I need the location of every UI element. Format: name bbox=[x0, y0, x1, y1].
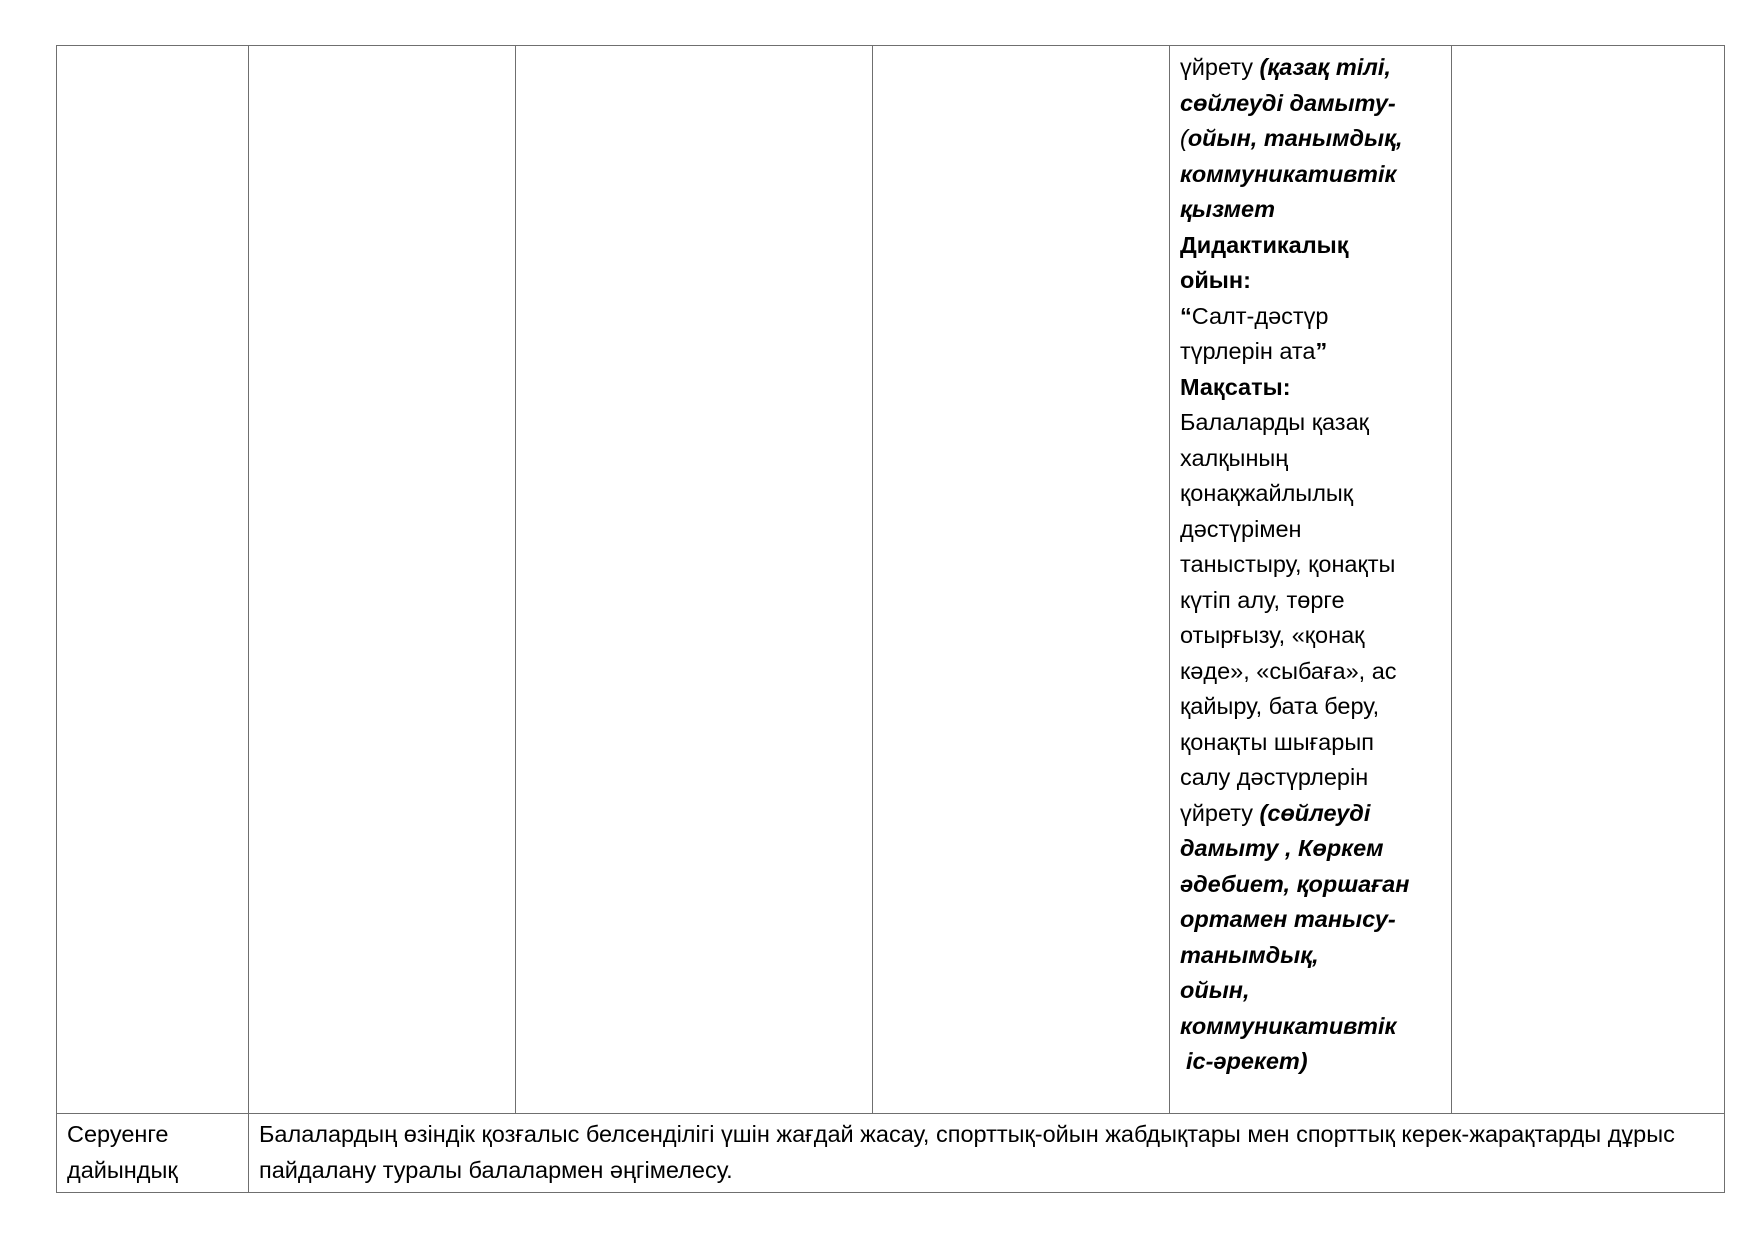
activity-line bbox=[1180, 157, 1441, 193]
schedule-table bbox=[56, 45, 1725, 1193]
activity-line bbox=[1180, 441, 1441, 477]
empty-cell-3 bbox=[516, 46, 873, 1114]
activity-text: дамыту , Көркем bbox=[1180, 835, 1384, 861]
activity-text: дәстүрімен bbox=[1180, 515, 1302, 542]
activity-line bbox=[1180, 973, 1441, 1009]
activity-line bbox=[1180, 689, 1441, 725]
activity-line bbox=[1180, 902, 1441, 938]
activity-text: ” bbox=[1315, 338, 1328, 364]
activity-text: сөйлеуді дамыту- bbox=[1180, 89, 1396, 116]
activity-text: халқының bbox=[1180, 444, 1289, 471]
activity-line bbox=[1180, 228, 1441, 264]
activity-text: ойын, bbox=[1180, 977, 1250, 1003]
activity-line bbox=[1180, 192, 1441, 228]
activity-line bbox=[1180, 725, 1441, 761]
table-row bbox=[57, 1114, 1725, 1193]
activity-text: салу дәстүрлерін bbox=[1180, 764, 1369, 790]
activity-line bbox=[1180, 1044, 1441, 1080]
activity-text: кәде», «сыбаға», ас bbox=[1180, 657, 1397, 684]
activity-line bbox=[1180, 796, 1441, 832]
walk-prep-text: Балалардың өзіндік қозғалыс белсенділігі үшін жағдай жасау, спорттық-ойын жабдықтары мен спорттық керек-жарақтарды дұрыс пайдалану туралы балалармен әңгімелесу. bbox=[249, 1114, 1725, 1193]
activity-line bbox=[1180, 867, 1441, 903]
activity-text: таныстыру, қонақты bbox=[1180, 551, 1396, 577]
activity-text: қонақты шығарып bbox=[1180, 728, 1374, 755]
activity-text: үйрету bbox=[1180, 54, 1260, 80]
activity-line bbox=[1180, 760, 1441, 796]
activity-text: үйрету bbox=[1180, 799, 1260, 826]
activity-line bbox=[1180, 86, 1441, 122]
activity-line bbox=[1180, 547, 1441, 583]
activity-line bbox=[1180, 405, 1441, 441]
activity-text: отырғызу, «қонақ bbox=[1180, 622, 1365, 648]
activity-line bbox=[1180, 263, 1441, 299]
walk-prep-label: Серуенге дайындық bbox=[57, 1114, 249, 1193]
activity-line bbox=[1180, 50, 1441, 86]
activity-line bbox=[1180, 334, 1441, 370]
activity-description-cell bbox=[1170, 46, 1452, 1114]
activity-text: қонақжайлылық bbox=[1180, 480, 1354, 506]
table-row bbox=[57, 46, 1725, 1114]
activity-line bbox=[1180, 1009, 1441, 1045]
activity-line bbox=[1180, 476, 1441, 512]
activity-line bbox=[1180, 654, 1441, 690]
activity-line bbox=[1180, 512, 1441, 548]
activity-text: “ bbox=[1180, 302, 1192, 329]
activity-line bbox=[1180, 831, 1441, 867]
activity-text: күтіп алу, төрге bbox=[1180, 586, 1345, 613]
activity-text: ( bbox=[1180, 125, 1188, 151]
empty-cell-4 bbox=[873, 46, 1170, 1114]
empty-cell-2 bbox=[249, 46, 516, 1114]
empty-cell-1 bbox=[57, 46, 249, 1114]
activity-text: коммуникативтік bbox=[1180, 160, 1397, 187]
activity-text: Мақсаты: bbox=[1180, 373, 1291, 400]
activity-text: қайыру, бата беру, bbox=[1180, 693, 1380, 719]
activity-text: Дидактикалық bbox=[1180, 231, 1349, 258]
empty-cell-6 bbox=[1452, 46, 1725, 1114]
activity-text: Салт-дәстүр bbox=[1191, 302, 1329, 329]
activity-line bbox=[1180, 121, 1441, 157]
activity-text: коммуникативтік bbox=[1180, 1012, 1397, 1039]
activity-line bbox=[1180, 938, 1441, 974]
activity-text: (сөйлеуді bbox=[1259, 799, 1371, 826]
activity-text: (қазақ тілі, bbox=[1259, 54, 1391, 80]
activity-text: қызмет bbox=[1180, 196, 1276, 222]
activity-line bbox=[1180, 618, 1441, 654]
activity-text: Балаларды қазақ bbox=[1180, 409, 1369, 435]
activity-text: әдебиет, қоршаған bbox=[1180, 870, 1410, 897]
activity-text: түрлерін ата bbox=[1180, 338, 1316, 364]
activity-text: іс-әрекет) bbox=[1186, 1048, 1308, 1074]
activity-line bbox=[1180, 583, 1441, 619]
activity-text: ойын: bbox=[1180, 267, 1251, 293]
activity-text: танымдық, bbox=[1180, 941, 1319, 968]
activity-text: ойын, танымдық, bbox=[1187, 125, 1403, 151]
activity-line bbox=[1180, 370, 1441, 406]
activity-line bbox=[1180, 299, 1441, 335]
activity-text: ортамен танысу- bbox=[1180, 906, 1396, 932]
